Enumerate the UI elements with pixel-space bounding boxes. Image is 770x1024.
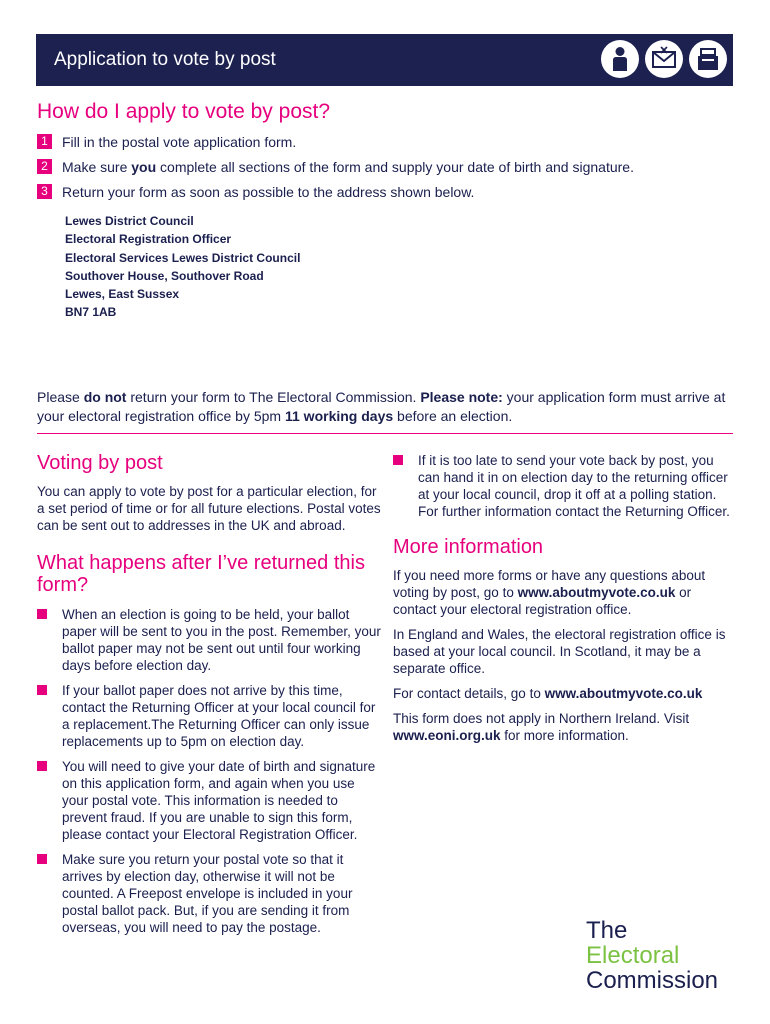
more-info-text: In England and Wales, the electoral registration office is based at your local council. In Scotland, it may be a separate office.	[393, 627, 726, 676]
step-number: 3	[37, 184, 52, 199]
address-line: BN7 1AB	[65, 305, 117, 320]
more-info-text: For contact details, go to www.aboutmyvote.co.uk	[393, 686, 703, 701]
return-address	[65, 212, 300, 322]
step-number: 1	[37, 134, 52, 149]
person-icon	[601, 40, 639, 78]
left-column	[37, 452, 382, 944]
right-column	[393, 452, 738, 744]
more-info-text: If you need more forms or have any questions about voting by post, go to www.aboutmyvote.co.uk or contact your electoral registration office.	[393, 568, 706, 617]
address-line: Electoral Registration Officer	[65, 232, 232, 247]
address-line: Southover House, Southover Road	[65, 268, 264, 283]
bullet-square-icon	[393, 455, 403, 465]
notice-text: Please do not return your form to The Electoral Commission. Please note: your application form must arrive at your electoral registration office by 5pm 11 working days before an election.	[37, 389, 726, 424]
address-line: Lewes, East Sussex	[65, 287, 180, 302]
address-line: Lewes District Council	[65, 214, 194, 228]
step-number: 2	[37, 159, 52, 174]
bullet-square-icon	[37, 609, 47, 619]
step-text: Fill in the postal vote application form.	[62, 133, 297, 150]
header-icons	[601, 40, 727, 78]
list-item: You will need to give your date of birth and signature on this application form, and again when you use your postal vote. This information is needed to prevent fraud. If you are unable to sign this form, please contact your Electoral Registration Officer.	[37, 758, 382, 843]
voting-title: Voting by post	[37, 452, 163, 474]
list-item: If it is too late to send your vote back by post, you can hand it in on election day to the returning officer at your local council, drop it off at a polling station. For further information contact the Returning Officer.	[393, 452, 738, 520]
step-text: Return your form as soon as possible to the address shown below.	[62, 183, 475, 200]
right-bullets	[393, 452, 738, 520]
steps-list	[37, 129, 737, 204]
bullet-square-icon	[37, 685, 47, 695]
ballot-box-icon	[689, 40, 727, 78]
step-text: Make sure you complete all sections of the form and supply your date of birth and signature.	[62, 158, 634, 175]
aboutmyvote-link[interactable]: www.aboutmyvote.co.uk	[544, 686, 703, 701]
bullet-square-icon	[37, 854, 47, 864]
eoni-link[interactable]: www.eoni.org.uk	[393, 728, 501, 743]
electoral-commission-logo: The Electoral Commission	[586, 917, 719, 994]
after-bullets	[37, 606, 382, 936]
header-bar	[36, 34, 733, 86]
step-item	[37, 154, 737, 179]
more-info-title: More information	[393, 536, 544, 558]
list-item: Make sure you return your postal vote so that it arrives by election day, otherwise it will not be counted. A Freepost envelope is included in your postal ballot pack. But, if you are sending it from overseas, you will need to pay the postage.	[37, 851, 382, 936]
bullet-square-icon	[37, 761, 47, 771]
voting-text: You can apply to vote by post for a particular election, for a set period of time or for all future elections. Postal votes can be sent out to addresses in the UK and abroad.	[37, 484, 381, 533]
list-item: When an election is going to be held, your ballot paper will be sent to you in the post. Remember, your ballot paper may not be sent out until four working days before election day.	[37, 606, 382, 674]
header-title: Application to vote by post	[54, 49, 276, 70]
list-item: If your ballot paper does not arrive by this time, contact the Returning Officer at your local council for a replacement.The Returning Officer can only issue replacements up to 5pm on election day.	[37, 682, 382, 750]
envelope-icon	[645, 40, 683, 78]
step-item	[37, 179, 737, 204]
section-divider	[37, 433, 733, 434]
step-item	[37, 129, 737, 154]
more-info-text: This form does not apply in Northern Ireland. Visit www.eoni.org.uk for more information.	[393, 711, 690, 743]
aboutmyvote-link[interactable]: www.aboutmyvote.co.uk	[517, 585, 676, 600]
after-title: What happens after I’ve returned this form?	[37, 552, 365, 596]
main-title: How do I apply to vote by post?	[37, 100, 331, 123]
address-line: Electoral Services Lewes District Council	[65, 250, 301, 265]
